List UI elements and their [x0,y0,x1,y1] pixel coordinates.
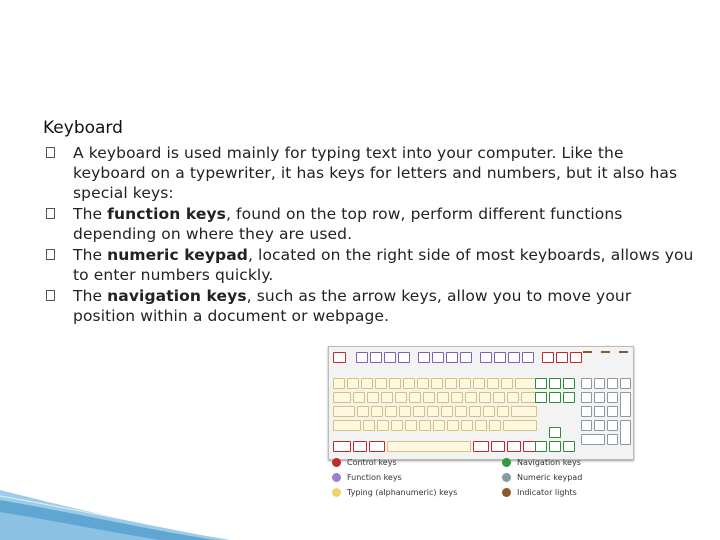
bullet-keyword: navigation keys [107,287,247,305]
bullet-text: The [73,287,108,305]
numeric-keypad-swatch-icon [502,473,511,482]
legend-label: Control keys [347,458,397,467]
legend-label: Navigation keys [517,458,581,467]
slide-title: Keyboard [43,118,123,138]
function-key-row [333,352,582,363]
indicator-lights [583,351,628,353]
indicator-lights-swatch-icon [502,488,511,497]
legend-item [502,488,577,497]
legend-item [332,458,397,467]
typing-keys-swatch-icon [332,488,341,497]
bullet-item [46,143,696,203]
navigation-keys-swatch-icon [502,458,511,467]
typing-row-4 [333,420,537,431]
navigation-keys-top [535,378,575,389]
bullet-box-icon [46,249,55,260]
bullet-box-icon [46,208,55,219]
decorative-swoosh [0,450,230,540]
bullet-text: A keyboard is used mainly for typing text into your computer. Like the keyboard on a typewriter, it has keys for letters and numbers, but it also has special keys: [73,144,678,202]
keyboard-figure [318,340,648,540]
bullet-text: , found on the top row, perform different functions depending on where they are used. [73,205,623,243]
navigation-keys-middle [535,392,575,403]
keyboard-illustration [328,346,634,460]
bullet-text: The [73,205,108,223]
arrow-up-key [549,427,561,438]
bullet-keyword: numeric keypad [107,246,248,264]
legend-item [332,488,457,497]
typing-row-3 [333,406,537,417]
bullet-box-icon [46,290,55,301]
bullet-text: , located on the right side of most keyboards, allows you to enter numbers quickly. [73,246,694,284]
legend-item [502,458,581,467]
bullet-item [46,286,696,326]
legend-label: Function keys [347,473,402,482]
bullet-text: The [73,246,108,264]
control-keys-swatch-icon [332,458,341,467]
bullet-box-icon [46,147,55,158]
numeric-keypad-row-1 [581,378,631,389]
control-row [333,441,539,452]
numeric-keypad-row-5 [581,434,618,445]
legend-item [332,473,402,482]
bullet-item [46,204,696,244]
bullet-text: , such as the arrow keys, allow you to move your position within a document or webpage. [73,287,632,325]
numeric-keypad-row-3 [581,406,618,417]
typing-row-1 [333,378,537,389]
legend-label: Typing (alphanumeric) keys [347,488,458,497]
legend-item [502,473,582,482]
bullet-item [46,245,696,285]
legend-label: Indicator lights [517,488,577,497]
bullet-list [46,143,696,327]
arrow-keys [535,441,575,452]
typing-row-2 [333,392,537,403]
bullet-keyword: function keys [107,205,226,223]
legend-label: Numeric keypad [517,473,583,482]
function-keys-swatch-icon [332,473,341,482]
